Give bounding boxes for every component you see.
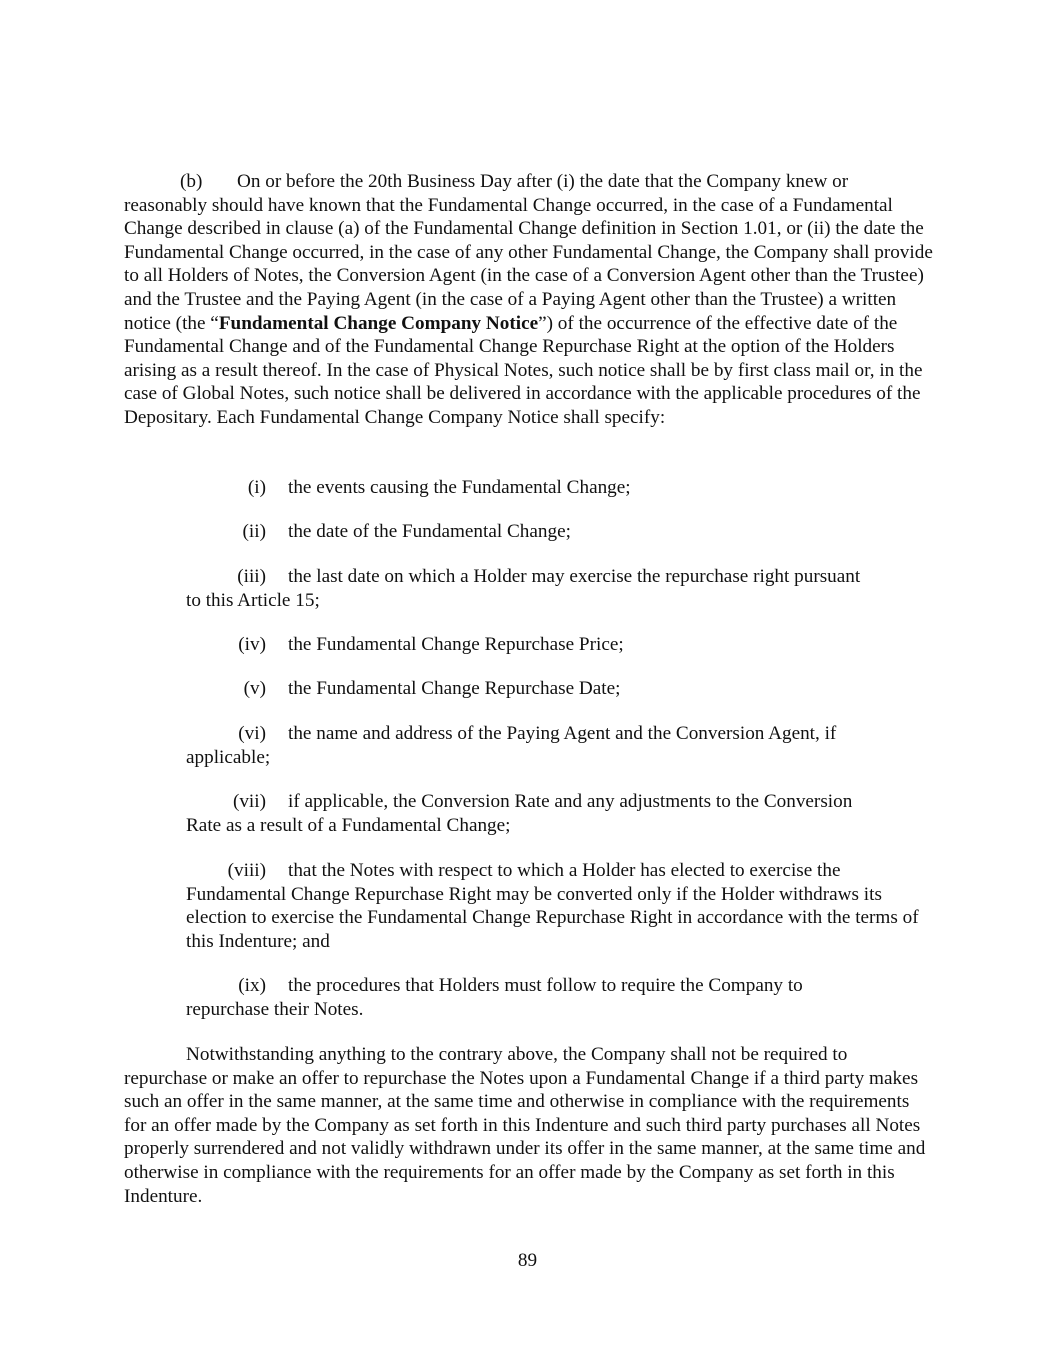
- list-item-continuation: Fundamental Change Repurchase Right may be converted only if the Holder withdraws its election to exercise the Fundamental Change Repurchase Right in accordance with the terms of this Indenture; and: [186, 883, 919, 952]
- list-item-number: (ii): [242, 521, 266, 542]
- list-item-text: the Fundamental Change Repurchase Date;: [288, 678, 621, 699]
- list-item-text: the procedures that Holders must follow to require the Company to: [288, 975, 803, 996]
- list-item-text: the events causing the Fundamental Change;: [288, 477, 631, 498]
- paragraph-b-first-line: [124, 170, 934, 194]
- list-item-continuation: Rate as a result of a Fundamental Change;: [186, 814, 511, 836]
- closing-paragraph-body: repurchase or make an offer to repurchase the Notes upon a Fundamental Change if a third party makes such an offer in the same manner, at the same time and otherwise in compliance with the requirements for an offer made by the Company as set forth in this Indenture and such third party purchases all Notes properly surrendered and not validly withdrawn under its offer in the same manner, at the same time and otherwise in compliance with the requirements for an offer made by the Company as set forth in this Indenture.: [124, 1067, 926, 1207]
- list-item-v: [186, 677, 934, 701]
- list-item-number: (vii): [232, 791, 266, 812]
- paragraph-b-text-before: reasonably should have known that the Fundamental Change occurred, in the case of a Fundamental Change described in clause (a) of the Fundamental Change definition in Section 1.01, or (ii) the date the Fundamental Change occurred, in the case of any other Fundamental Change, the Company shall provide to all Holders of Notes, the Conversion Agent (in the case of a Conversion Agent other than the Trustee) and the Trustee and the Paying Agent (in the case of a Paying Agent other than the Trustee) a written notice (the “: [124, 194, 933, 334]
- list-item-i: [186, 476, 934, 500]
- page-number: 89: [517, 1250, 538, 1271]
- list-item-continuation: to this Article 15;: [186, 589, 320, 611]
- list-item-number: (vi): [238, 723, 266, 744]
- paragraph-b-label: (b): [180, 171, 203, 192]
- list-item-number: (iv): [238, 634, 266, 655]
- list-item-continuation: repurchase their Notes.: [186, 998, 364, 1020]
- closing-paragraph-first-line: Notwithstanding anything to the contrary above, the Company shall not be required to: [186, 1044, 848, 1065]
- list-item-continuation: applicable;: [186, 746, 271, 768]
- list-item-iv: [186, 633, 934, 657]
- list-item-number: (ix): [238, 975, 266, 996]
- defined-term-fundamental-change-company-notice: Fundamental Change Company Notice: [218, 312, 539, 334]
- list-item-text: the Fundamental Change Repurchase Price;: [288, 634, 624, 655]
- list-item-number: (iii): [237, 566, 266, 587]
- list-item-text: the last date on which a Holder may exercise the repurchase right pursuant: [288, 566, 861, 587]
- paragraph-b-body: [124, 194, 934, 430]
- list-item-text: the date of the Fundamental Change;: [288, 521, 571, 542]
- closing-paragraph: [124, 1043, 934, 1208]
- list-item-vii: [186, 790, 934, 837]
- list-item-viii: [186, 859, 934, 953]
- paragraph-b-text-after: ”) of the occurrence of the effective date of the Fundamental Change and of the Fundamental Change Repurchase Right at the option of the Holders arising as a result thereof. In the case of Physical Notes, such notice shall be by first class mail or, in the case of Global Notes, such notice shall be delivered in accordance with the applicable procedures of the Depositary. Each Fundamental Change Company Notice shall specify:: [124, 312, 923, 428]
- list-item-iii: [186, 565, 934, 612]
- list-item-number: (i): [247, 477, 266, 498]
- list-item-number: (viii): [227, 860, 266, 881]
- list-item-ix: [186, 974, 934, 1021]
- paragraph-b-line1: On or before the 20th Business Day after (i) the date that the Company knew or: [237, 171, 849, 192]
- list-item-number: (v): [243, 678, 266, 699]
- list-item-vi: [186, 722, 934, 769]
- list-item-text: if applicable, the Conversion Rate and any adjustments to the Conversion: [288, 791, 853, 812]
- list-item-text: the name and address of the Paying Agent and the Conversion Agent, if: [288, 723, 837, 744]
- list-item-text: that the Notes with respect to which a Holder has elected to exercise the: [288, 860, 841, 881]
- paragraph-b: [124, 170, 934, 430]
- list-item-ii: [186, 520, 934, 544]
